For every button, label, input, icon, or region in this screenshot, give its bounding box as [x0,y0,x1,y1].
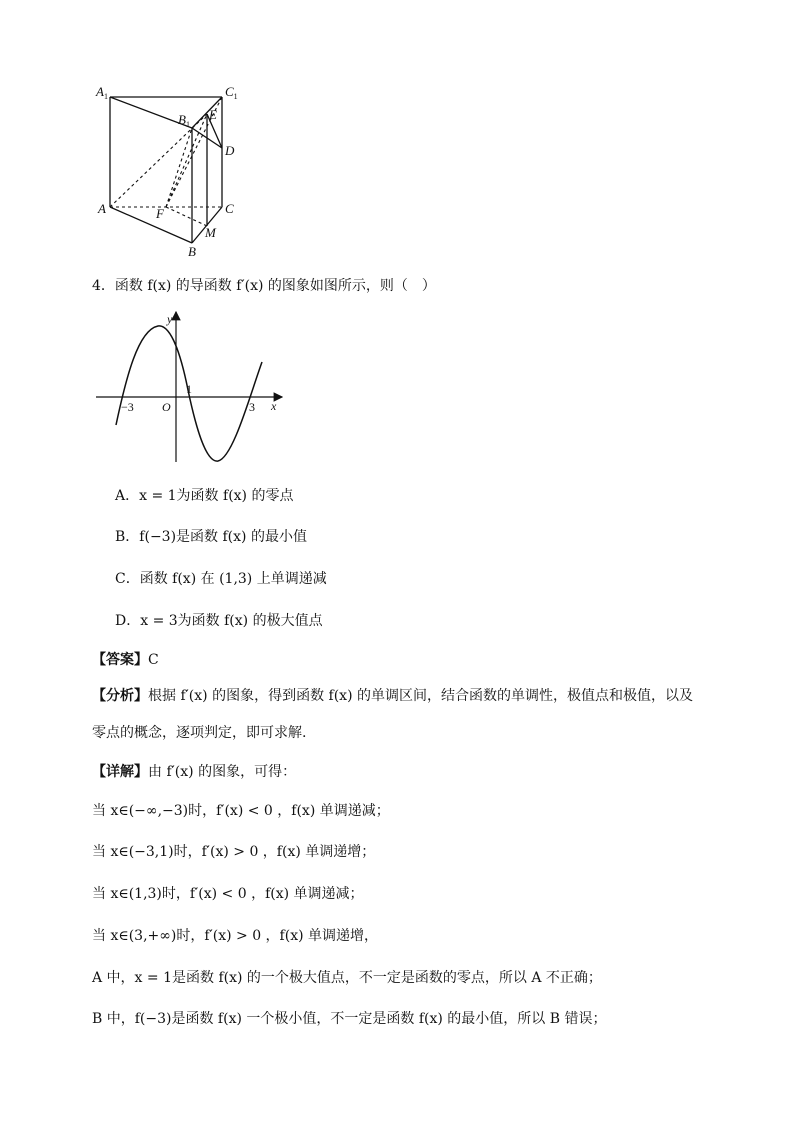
option-d-text: x = 3为函数 f(x) 的极大值点 [140,613,323,629]
detail-intro [92,763,296,781]
tick-label-1: 1 [186,382,192,396]
option-c [115,570,327,588]
option-a-label: A． [115,488,140,504]
derivative-graph [92,305,287,470]
option-a [115,487,293,505]
answer-value: C [148,652,159,668]
prism-figure [90,80,260,260]
question-stem: 4．函数 f(x) 的导函数 f′(x) 的图象如图所示，则（ ） [92,278,436,294]
analysis-line-2: 零点的概念，逐项判定，即可求解. [92,725,307,741]
detail-line: A 中，x = 1是函数 f(x) 的一个极大值点，不一定是函数的零点，所以 A 不正确； [92,970,602,986]
option-c-text: 函数 f(x) 在 (1,3) 上单调递减 [139,571,327,587]
edge-a-b [110,207,192,243]
label-f: F [156,206,164,221]
option-d [115,612,323,630]
analysis-tag: 【分析】 [92,688,148,704]
option-d-label: D． [115,613,141,629]
option-a-text: x = 1为函数 f(x) 的零点 [139,488,294,504]
label-e: E [209,107,217,122]
axis-label-x: x [271,399,277,413]
detail-line: 当 x∈(−∞,−3)时，f′(x) < 0 ，f(x) 单调递减； [92,803,390,819]
answer-line [92,651,159,669]
tick-label-neg3: −3 [121,400,134,414]
detail-line: B 中，f(−3)是函数 f(x) 一个极小值，不一定是函数 f(x) 的最小值，所以 B 错误； [92,1011,607,1027]
dashed-f-b1 [166,128,192,207]
answer-tag: 【答案】 [92,652,148,668]
label-b1: $B_1$ [178,112,190,129]
analysis-text-1: 根据 f′(x) 的图象，得到函数 f(x) 的单调区间，结合函数的单调性，极值点和极值，以及 [148,688,693,704]
option-b-text: f(−3)是函数 f(x) 的最小值 [139,529,307,545]
label-b: B [188,244,196,259]
option-b-label: B． [115,529,140,545]
detail-line: 当 x∈(3,+∞)时，f′(x) > 0 ，f(x) 单调递增， [92,928,379,944]
label-c1: $C_1$ [225,84,238,101]
option-b [115,528,307,546]
origin-label: O [162,400,171,414]
tick-label-3: 3 [249,400,255,414]
axis-label-y: y [167,312,173,326]
analysis-line-1 [92,687,693,705]
detail-tag: 【详解】 [92,764,148,780]
label-m: M [205,225,216,240]
detail-intro-text: 由 f′(x) 的图象，可得： [148,764,297,780]
detail-line: 当 x∈(1,3)时，f′(x) < 0 ，f(x) 单调递减； [92,886,364,902]
detail-line: 当 x∈(−3,1)时，f′(x) > 0 ，f(x) 单调递增； [92,844,376,860]
label-c: C [225,201,234,216]
label-a1: $A_1$ [96,84,108,101]
option-c-label: C． [115,571,140,587]
label-d: D [225,143,235,158]
dashed-f-m [166,207,207,226]
label-a: A [98,201,106,216]
